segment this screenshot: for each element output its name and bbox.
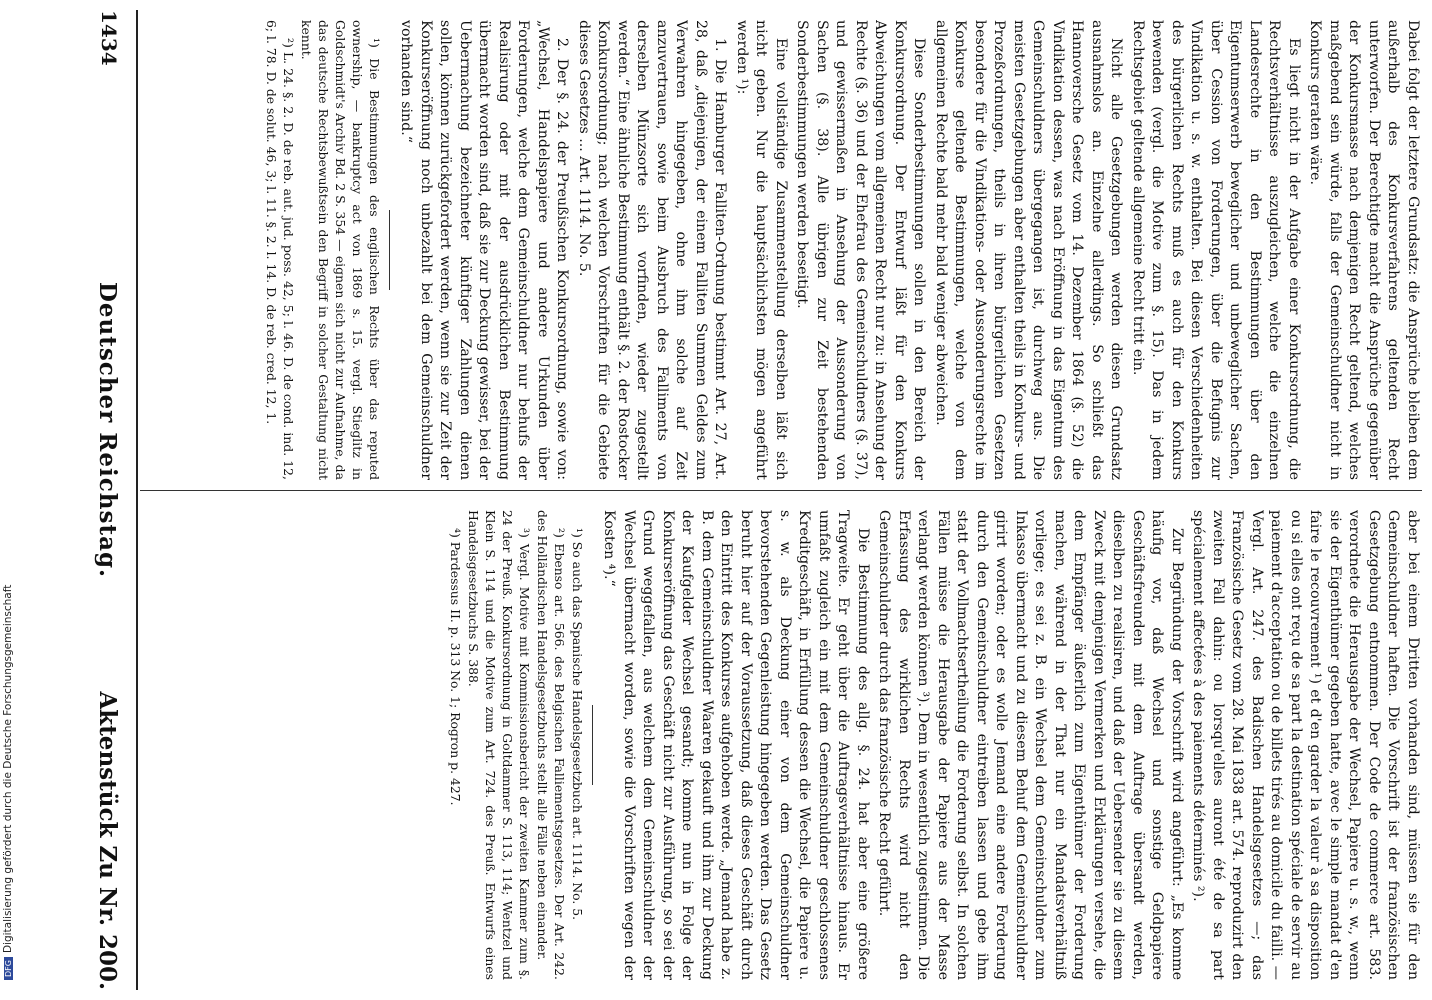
- page-number: 1434: [97, 10, 121, 66]
- digitization-note: Digitalisierung gefördert durch die Deutsche Forschungsgemeinschaft: [2, 584, 14, 954]
- footnote: ²) Ebenso art. 566. des Belgischen Falliementsgesetzes. Der Art. 242. des Holländischen Handelsgesetzbuchs stellt alle Fälle neben einander.: [535, 510, 567, 980]
- left-text-column: [147, 20, 1422, 480]
- paragraph: Nicht alle Gesetzgebungen werden diesen Grundsatz ausnahmslos an. Einzelne allerdings. So schließt das Hannoversche Gesetz vom 14. Dezember 1864 (§. 52) die Vindikation dessen, was nach Eröffnung in das Eigentum des Gemeinschuldners übergegangen ist, durchweg aus. Die meisten Gesetzgebungen aber enthalten theils in Konkurs- und Prozeßordnungen, theils in ihren bürgerlichen Gesetzen besondere für die Vindikations- oder Aussonderungsrechte im Konkurse geltende Bestimmungen, welche von dem allgemeinen Rechte bald mehr bald weniger abweichen.: [933, 20, 1125, 480]
- paragraph: Dabei folgt der letztere Grundsatz: die Ansprüche bleiben dem außerhalb des Konkursverfahrens geltenden Recht unterworfen. Der Berechtigte macht die Ansprüche gegenüber der Konkursmasse nach demjenigen Recht geltend, welches maßgebend sein würde, falls der Gemeinschuldner nicht in Konkurs geraten wäre.: [1307, 20, 1421, 480]
- footnotes: [263, 20, 383, 480]
- column-divider: [140, 490, 1422, 491]
- page-title: Deutscher Reichstag.: [94, 281, 121, 579]
- header-rule: [136, 10, 138, 990]
- footnote-divider: [389, 210, 390, 290]
- footnote: ¹) Die Bestimmungen des englischen Rechts über das reputed ownership, — bankruptcy act von 1869 s. 15. vergl. Stieglitz in Goldschmidt's Archiv Bd. 2 S. 354 — eignen sich nicht zur Aufnahme, da das deutsche Rechtsbewußtsein den Begriff in solcher Gestaltung nicht kennt.: [299, 20, 382, 480]
- paragraph: Eine vollständige Zusammenstellung derselben läßt sich nicht geben. Nur die hauptsächlichsten mögen angeführt werden ¹):: [734, 20, 789, 480]
- digitization-footer: [0, 0, 14, 1000]
- footnote: ³) Vergl. Motive mit Kommissionsbericht der zweiten Kammer zum §. 24 der Preuß. Konkursordnung in Goltdammer S. 113, 114; Wentzel und Klein S. 114 und die Motive zum Art. 724. des Preuß. Entwurfs eines Handelsgesetzbuchs S. 388.: [466, 510, 532, 980]
- paragraph: Diese Sonderbestimmungen sollen in den Bereich der Konkursordnung. Der Entwurf läßt für den Konkurs Abweichungen vom allgemeinen Recht nur zu: in Ansehung der Rechte (§. 36) und der Ehefrau des Gemeinschuldners (§. 37), und gewissermaßen in Ansehung der Aussonderung von Sachen (§. 38). Alle übrigen zur Zeit bestehenden Sonderbestimmungen werden beseitigt.: [794, 20, 928, 480]
- right-text-column: [147, 510, 1422, 980]
- footnote: ²) L. 24. §. 2. D. de reb. aut. jud. poss. 42, 5; l. 46. D. de cond. ind. 12, 6; l. 78. D. de solut. 46, 3; l. 11. §. 2. l. 14. D. de reb. cred. 12, 1.: [264, 20, 296, 480]
- anlage-reference: Aktenstück Zu Nr. 200.: [94, 691, 121, 990]
- paragraph: Die Bestimmung des allg. §. 24. hat aber eine größere Tragweite. Er geht über die Auftragsverhältnisse hinaus. Er umfaßt zugleich ein mit dem Gemeinschuldner geschlossenes Kreditgeschäft, in Erfüllung dessen die Wechsel, die Papiere u. s. w. als Deckung einer von dem Gemeinschuldner bevorstehenden Gegenleistung hingegeben werden. Das Gesetz beruht hier auf der Voraussetzung, daß dieses Geschäft durch den Eintritt des Konkurses aufgehoben werde. „Jemand habe z. B. dem Gemeinschuldner Waaren gekauft und ihm zur Deckung der Kaufgelder Wechsel gesandt; komme nun in Folge der Konkurseröffnung das Geschäft nicht zur Ausführung, so sei der Grund weggefallen, aus welchem dem Gemeinschuldner der Wechsel übermacht worden, sowie die Vorschriften wegen der Kosten ⁴).“: [601, 510, 871, 980]
- paragraph: Es liegt nicht in der Aufgabe einer Konkursordnung, die Rechtsverhältnisse auszugleichen, welche die einzelnen Landesrechte in den Bestimmungen über den Eigentumserwerb beweglicher und unbeweglicher Sachen, über Cession von Forderungen, über die Befugnis zur Vindikation u. s. w. enthalten. Bei diesen Verschiedenheiten des bürgerlichen Rechts muß es auch für den Konkurs bewenden (vergl. die Motive zum §. 15). Das in jedem Rechtsgebiet geltende allgemeine Recht tritt ein.: [1130, 20, 1302, 480]
- page-header: [87, 10, 127, 990]
- paragraph: 2. Der §. 24. der Preußischen Konkursordnung, sowie von: „Wechsel, Handelspapiere und andere Urkunden über Forderungen, welche dem Gemeinschuldner nur behufs der Realisirung oder mit der ausdrücklichen Bestimmung übermacht worden sind, daß sie zur Deckung gewisser, bei der Uebermachung bezeichneter künftiger Zahlungen dienen sollen, können zurückgefordert werden, wenn sie zur Zeit der Konkurseröffnung noch unbezahlt bei dem Gemeinschuldner vorhanden sind.“: [398, 20, 571, 480]
- paragraph: aber bei einem Dritten vorhanden sind, müssen sie für den Gemeinschuldner haften. Die Vorschrift ist der französischen Gesetzgebung entnommen. Der Code de commerce art. 583. verordnete die Herausgabe der Wechsel, Papiere u. s. w., wenn sie der Eigenthümer gegeben hatte, avec le simple mandat d'en faire le recouvrement ¹) et d'en garder la valeur à sa disposition ou si elles ont reçu de sa part la destination spéciale de servir au paiement d'acceptation ou de billets tirés au domicile du failli. — Vergl. Art. 247. des Badischen Handelsgesetzes —; das Französische Gesetz vom 28. Mai 1838 art. 574. reproduzirt den zweiten Fall dahin: ou lorsqu'elles auront été de sa part spécialement affectées à des paiements déterminés ²).: [1190, 510, 1421, 980]
- footnotes: [447, 510, 586, 980]
- footnote: ¹) So auch das Spanische Handelsgesetzbuch art. 1114. No. 5.: [570, 528, 585, 921]
- dfg-logo: DFG: [4, 957, 13, 980]
- paragraph: 1. Die Hamburger Falliten-Ordnung bestimmt Art. 27, Art. 28, daß „diejenigen, der einem Falliten Summen Geldes zum Verwahren hingegeben, ohne ihm solche auf Zeit anzuvertrauen, sowie beim Ausbruch des Falliments von derselben Münzsorte sich vorfinden, wieder zugestellt werden.“ Eine ähnliche Bestimmung enthält §. 2. der Rostocker Konkursordnung; nach welchen Vorschriften für die Gebiete dieses Gesetzes ... Art. 1114. No. 5.: [576, 20, 729, 480]
- footnote-divider: [592, 705, 593, 785]
- paragraph: Zur Begründung der Vorschrift wird angeführt: „Es komme häufig vor, daß Wechsel und sonstige Geldpapiere Geschäftsfreunden mit dem Auftrage übersandt werden, dieselben zu realisiren, und daß der Uebersender sie zu diesem Zweck mit demjenigen Vermerken und Erklärungen versehe, die dem Empfänger äußerlich zum Eigenthümer der Forderung machen, während in der That nur ein Mandatsverhältniß vorliege; es sei z. B. ein Wechsel dem Gemeinschuldner zum Inkasso übermacht und zu diesem Behuf dem Gemeinschuldner girirt worden; oder es wolle Jemand eine andere Forderung durch den Gemeinschuldner eintreiben lassen und gebe ihm statt der Vollmachtsertheilung die Forderung selbst. In solchen Fällen müsse die Herausgabe der Papiere aus der Masse verlangt werden können ³). Dem in wesentlich zugestimmen. Die Erfassung des wirklichen Rechts wird nicht den Gemeinschuldner durch das französische Recht geführt.: [876, 510, 1185, 980]
- footnote: ⁴) Pardessus II. p. 313 No. 1; Rogron p. 427.: [448, 528, 463, 806]
